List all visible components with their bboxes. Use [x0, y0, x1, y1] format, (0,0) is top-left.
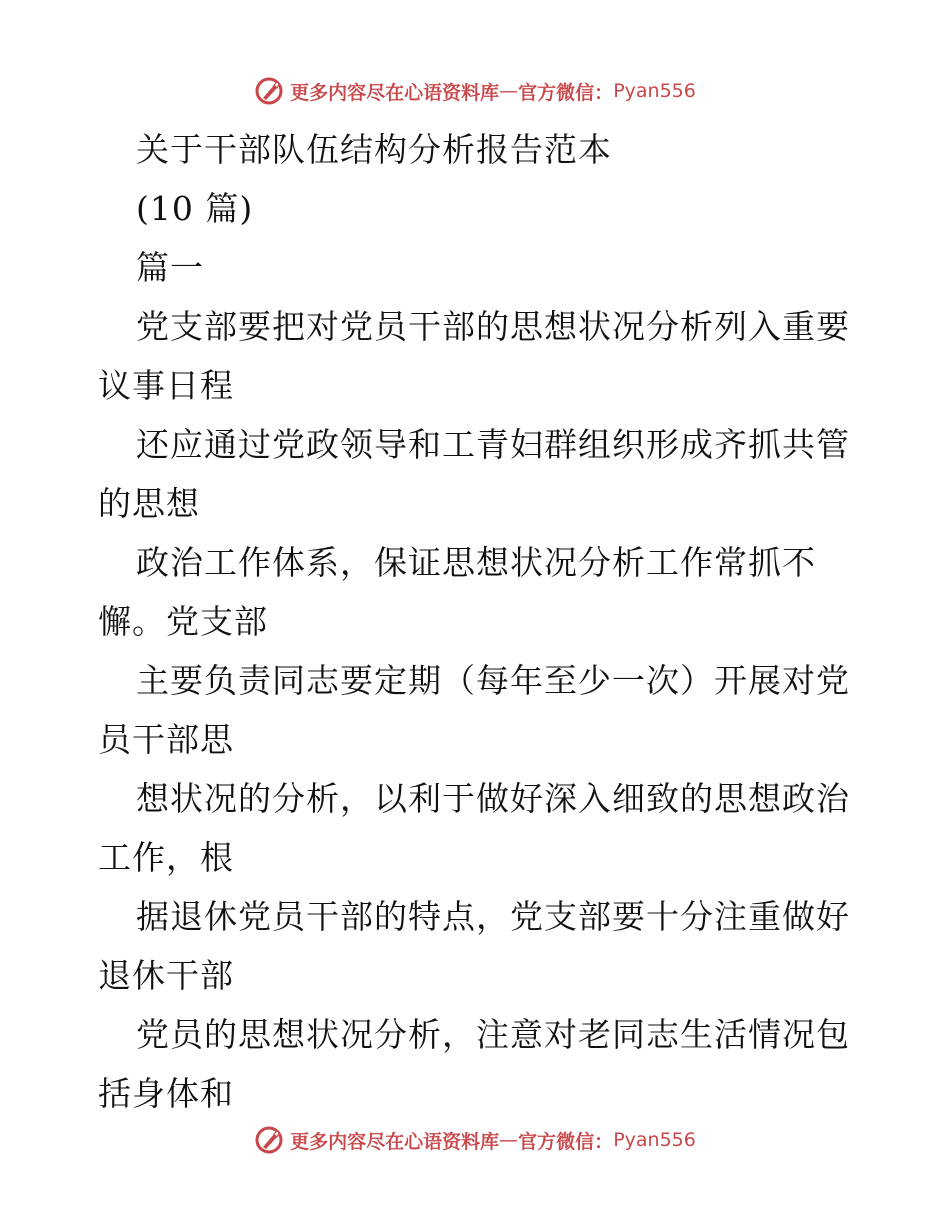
paragraph-line: 还应通过党政领导和工青妇群组织形成齐抓共管: [136, 425, 850, 464]
paragraph-line: 政治工作体系，保证思想状况分析工作常抓不: [136, 543, 816, 582]
watermark-separator: —: [499, 1129, 519, 1151]
pen-seal-icon: [254, 1125, 284, 1155]
watermark-official: 官方微信：: [518, 81, 614, 104]
watermark-text: 更多内容尽在心语资料库: [290, 81, 500, 104]
paragraph-line: 党员的思想状况分析，注意对老同志生活情况包: [136, 1015, 850, 1054]
paragraph-line: 议事日程: [98, 366, 234, 405]
paragraph-line: 的思想: [98, 484, 200, 523]
paragraph-line: 懈。党支部: [98, 602, 268, 641]
paragraph-line: 退休干部: [98, 956, 234, 995]
paragraph-line: 据退休党员干部的特点，党支部要十分注重做好: [136, 897, 850, 936]
watermark-wechat-id: Pyan556: [613, 1129, 696, 1151]
watermark-text: 更多内容尽在心语资料库: [290, 1130, 500, 1153]
paragraph-line: 员干部思: [98, 720, 234, 759]
paragraph-line: 工作，根: [98, 838, 234, 877]
watermark-separator: —: [499, 80, 519, 102]
footer-watermark: [0, 1120, 950, 1160]
paragraph-line: 主要负责同志要定期（每年至少一次）开展对党: [136, 661, 850, 700]
paragraph-line: 想状况的分析，以利于做好深入细致的思想政治: [136, 779, 850, 818]
paragraph-line: 括身体和: [98, 1074, 234, 1113]
document-subtitle: (10 篇): [136, 189, 254, 228]
document-body: [98, 120, 858, 1123]
document-title: 关于干部队伍结构分析报告范本: [136, 130, 612, 169]
watermark-wechat-id: Pyan556: [613, 80, 696, 102]
section-heading: 篇一: [136, 248, 204, 287]
pen-seal-icon: [254, 76, 284, 106]
watermark-official: 官方微信：: [518, 1130, 614, 1153]
paragraph-line: 党支部要把对党员干部的思想状况分析列入重要: [136, 307, 850, 346]
header-watermark: [0, 71, 950, 111]
